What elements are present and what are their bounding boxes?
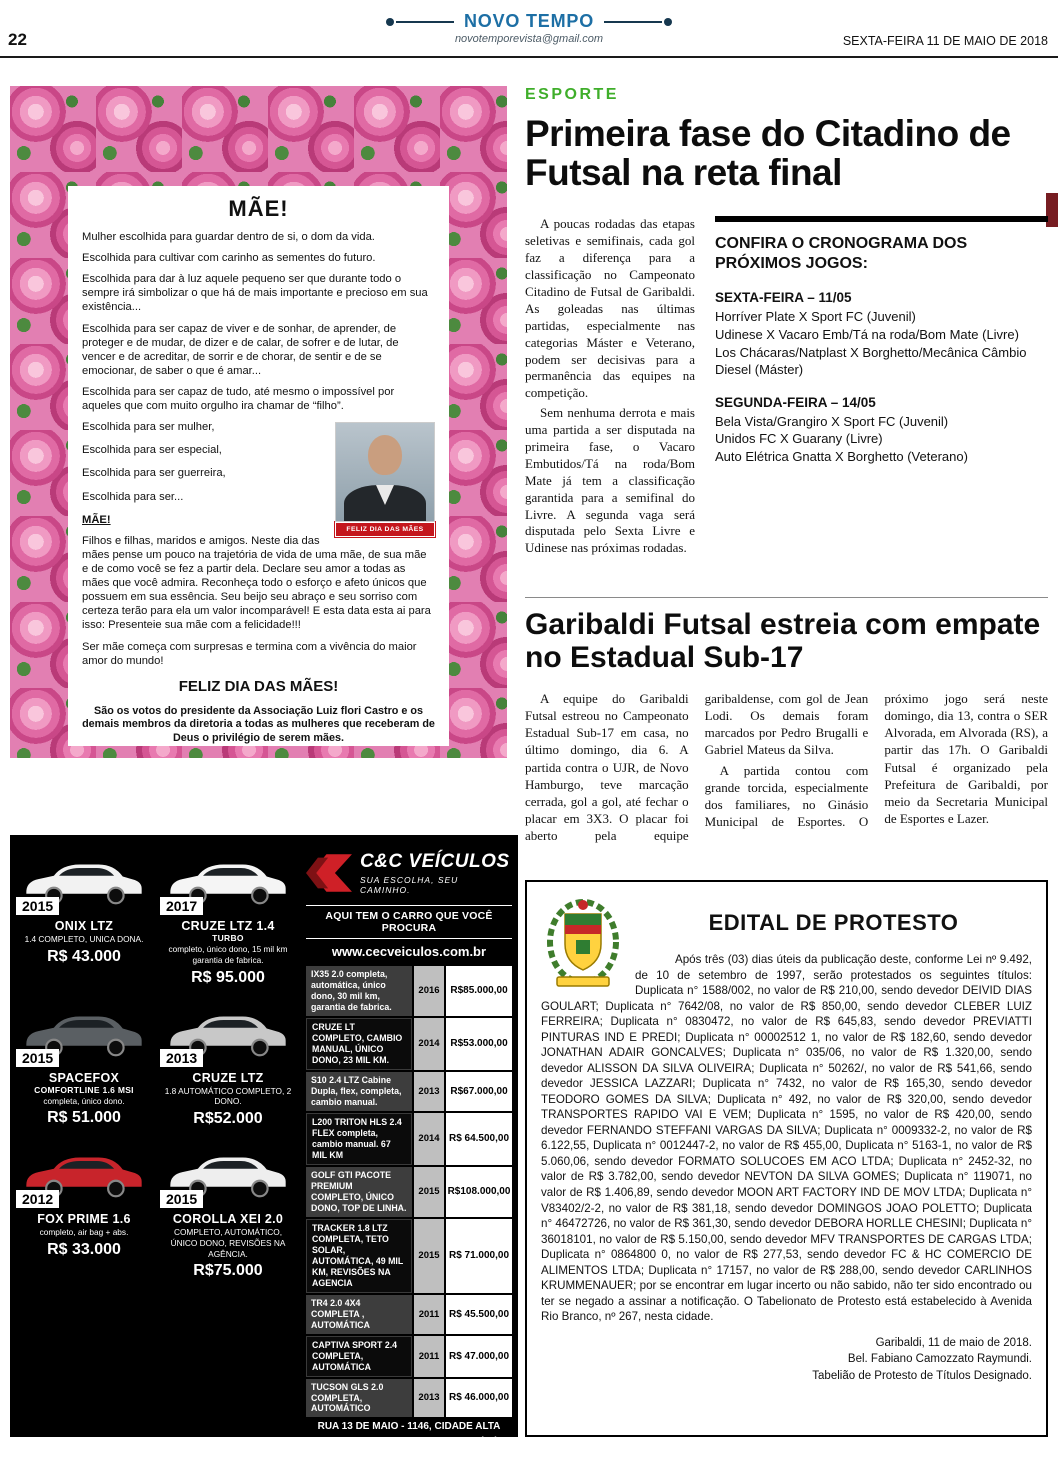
masthead <box>0 11 1058 32</box>
ad-paragraph: Mulher escolhida para guardar dentro de si, o dom da vida. <box>82 231 375 243</box>
dealer-website: www.cecveiculos.com.br <box>331 944 487 959</box>
schedule-game: Los Chácaras/Natplast X Borghetto/Mecânica Câmbio Diesel (Máster) <box>715 344 1027 378</box>
car-model: FOX PRIME 1.6 <box>37 1212 131 1227</box>
car-year: 2017 <box>160 897 203 915</box>
car-description: completa, único dono. <box>43 1095 125 1106</box>
article2-paragraph: A partida contou com grande torcida, especialmente dos familiares, no Ginásio Municipal de Esportes. O próximo jogo será neste domingo, dia 13, contra o SER Alvorada, em Alvorada (RS), a partir das 17h. O Garibaldi Futsal é organizado pela Prefeitura de Garibaldi, por meio da Secretaria Municipal de Esportes e Lazer. <box>704 691 1048 830</box>
photo-banner: FELIZ DIA DAS MÃES <box>335 522 435 537</box>
schedule-day-label: SEGUNDA-FEIRA – 14/05 <box>715 394 876 410</box>
article1-paragraph: Sem nenhuma derrota e mais uma partida a ser disputada na primeira fase, o Vacaro Embutidos/Tá na roda/Bom Mate já tem a classificação garantida para a semifinal do Livre. A segunda vaga será disputada pelo Sexta Livre e Udinese nas próximas rodadas. <box>525 405 695 556</box>
listing-price: R$ 64.500,00 <box>446 1113 512 1165</box>
listing-price: R$85.000,00 <box>446 966 512 1016</box>
car-model: ONIX LTZ <box>54 919 114 933</box>
brand-tagline: SUA ESCOLHA, SEU CAMINHO. <box>359 875 459 895</box>
schedule-game: Horríver Plate X Sport FC (Juvenil) <box>715 309 916 325</box>
masthead-ornament-left <box>396 21 454 23</box>
ad-mae-label: MÃE! <box>82 513 111 526</box>
cc-veiculos-logo <box>306 851 512 895</box>
car-trim: COMFORTLINE 1.6 MSI <box>34 1084 134 1095</box>
page-number: 22 <box>8 30 27 49</box>
listing-description: TR4 2.0 4X4 COMPLETA , AUTOMÁTICA <box>306 1295 412 1334</box>
listing-description: L200 TRITON HLS 2.4 FLEX completa, cambio manual. 67 MIL KM <box>306 1113 412 1165</box>
vehicle-listing-row <box>306 1379 512 1418</box>
car-photo <box>160 1142 296 1208</box>
ad-paragraph: Ser mãe começa com surpresas e termina com a vivência do maior amor do mundo! <box>82 640 417 667</box>
edital-de-protesto <box>525 880 1048 1437</box>
car-card <box>160 841 296 987</box>
schedule-heading: CONFIRA O CRONOGRAMA DOS PRÓXIMOS JOGOS: <box>715 235 968 273</box>
edital-title: EDITAL DE PROTESTO <box>708 910 959 935</box>
listing-price: R$108.000,00 <box>446 1167 512 1217</box>
car-photo <box>160 1001 296 1066</box>
brand-name: C&C VEÍCULOS <box>359 851 510 872</box>
car-year: 2015 <box>160 1190 203 1208</box>
vehicle-listing-row <box>306 1018 512 1070</box>
car-description: COMPLETO, AUTOMÁTICO, ÚNICO DONO, REVISÕES NA AGÊNCIA. <box>170 1227 286 1259</box>
vehicle-listing-row <box>306 1072 512 1111</box>
article2 <box>525 597 1048 844</box>
article1-headline: Primeira fase do Citadino de Futsal na reta final <box>525 113 1011 194</box>
car-card <box>160 993 296 1129</box>
car-photo <box>16 1142 152 1208</box>
article1-body <box>525 216 695 560</box>
car-year: 2012 <box>16 1190 59 1208</box>
listing-year: 2015 <box>414 1219 444 1293</box>
ad-paragraph: Escolhida para dar à luz aquele pequeno ser que durante todo o sempre irá simbolizar o que há de mais importante e precioso em sua existência... <box>82 273 428 314</box>
signature-city-date: Garibaldi, 11 de maio de 2018. <box>875 1336 1032 1349</box>
ad-greeting: FELIZ DIA DAS MÃES! <box>178 677 339 695</box>
vehicle-listing-row <box>306 1295 512 1334</box>
signature-role: Tabelião de Protesto de Títulos Designado. <box>812 1370 1032 1383</box>
edital-signature <box>541 1335 1032 1385</box>
president-portrait <box>335 422 435 537</box>
masthead-email: novotemporevista@gmail.com <box>454 33 604 45</box>
dealer-address: RUA 13 DE MAIO - 1146, CIDADE ALTA <box>317 1421 501 1433</box>
car-year: 2015 <box>16 897 59 915</box>
listing-year: 2011 <box>414 1336 444 1377</box>
car-price: R$ 43.000 <box>47 947 121 965</box>
car-dealership-ad <box>10 835 518 1478</box>
ad-paragraph: Escolhida para ser capaz de tudo, até mesmo o impossível por aqueles que com muito orgulho ira chamar de “filho”. <box>82 385 395 413</box>
listing-year: 2011 <box>414 1295 444 1334</box>
masthead-ornament-right <box>604 21 662 23</box>
car-model: CRUZE LTZ <box>192 1070 264 1085</box>
ad-line: Escolhida para ser especial, <box>82 444 222 457</box>
listing-year: 2015 <box>414 1167 444 1217</box>
vehicle-listing-row <box>306 966 512 1016</box>
esporte-section <box>525 86 1048 560</box>
ad-line: Escolhida para ser guerreira, <box>82 467 226 480</box>
listing-price: R$67.000,00 <box>446 1072 512 1111</box>
page-header <box>0 0 1058 58</box>
car-description: completo, air bag + abs. <box>39 1227 129 1238</box>
article2-paragraph: A equipe do Garibaldi Futsal estreou no Campeonato Estadual Sub-17 em casa, no último domingo, dia 6. A partida contra o UJR, de Novo Hamburgo, teve marcação cerrada, gol a gol, até fechar o placar em 3X3. O placar foi aberto pela equipe garibaldense, com gol de Jean Lodi. Os demais foram marcados por Pedro Brugalli e Gabriel Mateus da Silva. <box>525 691 869 844</box>
listing-description: S10 2.4 LTZ Cabine Dupla, flex, completa, cambio manual. <box>306 1072 412 1111</box>
article2-body <box>525 690 1048 844</box>
schedule-box <box>715 216 1048 560</box>
schedule-day-label: SEXTA-FEIRA – 11/05 <box>715 290 852 306</box>
vehicle-listing-row <box>306 1219 512 1293</box>
car-price: R$ 95.000 <box>191 968 265 986</box>
car-description: 1.4 COMPLETO, UNICA DONA. <box>24 934 144 944</box>
car-model: SPACEFOX <box>48 1070 120 1085</box>
ad-line: Escolhida para ser... <box>82 490 184 503</box>
masthead-title: NOVO TEMPO <box>463 11 594 31</box>
listing-year: 2014 <box>414 1113 444 1165</box>
car-price: R$75.000 <box>193 1262 263 1280</box>
listing-description: TUCSON GLS 2.0 COMPLETA, AUTOMÁTICO <box>306 1379 412 1418</box>
car-description: 1.8 AUTOMÁTICO COMPLETO, 2 DONO. <box>164 1085 292 1107</box>
schedule-game: Bela Vista/Grangiro X Sport FC (Juvenil) <box>715 413 949 429</box>
car-price: R$ 51.000 <box>47 1109 121 1127</box>
listing-year: 2013 <box>414 1379 444 1418</box>
cc-logo-text <box>360 851 512 895</box>
car-price: R$ 33.000 <box>47 1240 121 1258</box>
car-year: 2013 <box>160 1049 203 1067</box>
promo-line: AQUI TEM O CARRO QUE VOCÊ PROCURA <box>306 905 512 939</box>
car-cards <box>16 841 296 1431</box>
dealer-phone: BENTO GONÇALVES-RS - FONE: (54) 3055.2737 | 991178448 <box>320 1436 498 1463</box>
vehicle-listing-row <box>306 1336 512 1377</box>
listing-price: R$ 47.000,00 <box>446 1336 512 1377</box>
signature-name: Bel. Fabiano Camozzato Raymundi. <box>847 1353 1032 1366</box>
listing-year: 2016 <box>414 966 444 1016</box>
listing-price: R$ 45.500,00 <box>446 1295 512 1334</box>
listing-year: 2014 <box>414 1018 444 1070</box>
mothers-day-ad <box>10 86 507 758</box>
vehicle-listing-row <box>306 1167 512 1217</box>
mothers-day-ad-content <box>68 186 449 746</box>
listing-price: R$53.000,00 <box>446 1018 512 1070</box>
edition-date: SEXTA-FEIRA 11 DE MAIO DE 2018 <box>842 34 1048 48</box>
car-card <box>16 1134 152 1280</box>
vehicle-listing-row <box>306 1113 512 1165</box>
schedule-game: Unidos FC X Guarany (Livre) <box>715 431 883 447</box>
listing-description: CRUZE LT COMPLETO, CAMBIO MANUAL, ÚNICO DONO, 23 MIL KM. <box>306 1018 412 1070</box>
ad-paragraph: Escolhida para ser capaz de viver e de sonhar, de aprender, de proteger e de mudar, de dizer e de calar, de sofrer e de lutar, de vencer e de acreditar, de sorrir e de chorar, de sentir e de se emocionar, de saber o que é amar... <box>82 322 399 377</box>
listing-price: R$ 46.000,00 <box>446 1379 512 1418</box>
dealer-contact <box>306 1419 512 1483</box>
article1-paragraph: A poucas rodadas das etapas seletivas e semifinais, cada gol faz a diferença para a classificação no Campeonato Citadino de Futsal de Garibaldi. As goleadas nas últimas partidas, especialmente nas categorias Máster e Veterano, podem ser decisivas para a permanência das equipes na competição. <box>525 216 695 401</box>
ad-title: MÃE! <box>228 196 289 221</box>
car-description: completo, único dono, 15 mil km garantia de fabrica. <box>168 944 288 965</box>
listing-price: R$ 71.000,00 <box>446 1219 512 1293</box>
car-model: CRUZE LTZ 1.4 <box>181 919 275 933</box>
cc-logo-icon <box>306 853 352 893</box>
car-model: COROLLA XEI 2.0 <box>172 1212 284 1227</box>
schedule-game: Udinese X Vacaro Emb/Tá na roda/Bom Mate (Livre) <box>715 326 1019 342</box>
dealer-info-column <box>306 841 512 1478</box>
car-photo <box>160 849 296 914</box>
ad-paragraph: Escolhida para cultivar com carinho as sementes do futuro. <box>82 252 376 265</box>
car-year: 2015 <box>16 1049 59 1067</box>
car-card <box>160 1134 296 1280</box>
portrait-torso <box>344 485 426 522</box>
edital-body: Após três (03) dias úteis da publicação deste, conforme Lei nº 9.492, de 10 de setembro de 1997, serão protestados os seguintes títulos: Duplicata n° 1588/002, no valor de R$ 210,00, sendo devedor DEIVID DIAS GOULART; Duplicata n° 7642/08, no valor de R$ 850,00, sendo devedor CLEBER LUIZ FERREIRA; Duplicata n° 0830472, no valor de R$ 645,83, sendo devedor PREVIATTI PINTURAS IND E PREDI; Duplicata n° 00002512 1, no valor de R$ 182,60, sendo devedor JONATHAN ADAIR GONCALVES; Duplicata n° 035/06, no valor de R$ 1.320,00, sendo devedor ALISSON DA SILVA OLIVEIRA; Duplicata n° 50262/, no valor de R$ 541,66, sendo devedor JESSICA LAZZARI; Duplicata n° 7432, no valor de R$ 165,30, sendo devedor TEODORO GOMES DA SILVA; Duplicata n° 492, no valor de R$ 320,00, sendo devedor TRANSPORTES RAPIDO VAI E VEM; Duplicata n° 1595, no valor de R$ 420,00, sendo devedor FERNANDO STEFFANI VARGAS DA SILVA; Duplicata n° 0009332-2, no valor de R$ 6.122,55, Duplicata n° 0012447-2, no valor de R$ 455,00, Duplicata n° 5163-1, no valor de R$ 5.060,06, sendo devedor FORMATO SOLUCOES EM ACO LTDA; Duplicata n° 2452-32, no valor de R$ 3.782,00, sendo devedor NEVTON DA SILVA GOMES; Duplicata n° 119071, no valor de R$ 1.406,89, sendo devedor MOON ART FACTORY IND DE MOV LTDA; Duplicata n° V83402/2-2, no valor de R$ 381,18, sendo devedor DOMINGOS JOAO POLETTO; Duplicata n° 46472726, no valor de R$ 361,30, sendo devedor DEBORA HORLLE CHESINI; Duplicata n° 36018101, no valor de R$ 5.150,00, sendo devedor MFV TRANSPORTES DE CARGAS LTDA; Duplicata n° 0864800 0, no valor de R$ 277,53, sendo devedor FC & HC COMERCIO DE ALIMENTOS LTDA; Duplicata n° 17157, no valor de R$ 288,00, sendo devedor CARLINHOS KRUMMENAUER; por se encontrar em lugar incerto ou não sabido, não ter sido encontrado ou ter se negado a assinar a notificação. O Tabelionato de Protesto está estabelecido à Avenida Rio Branco, nº 267, nesta cidade. <box>541 953 1032 1324</box>
article2-headline: Garibaldi Futsal estreia com empate no Estadual Sub-17 <box>525 608 1041 674</box>
listing-description: GOLF GTI PACOTE PREMIUM COMPLETO, ÚNICO DONO, TOP DE LINHA. <box>306 1167 412 1217</box>
schedule-day <box>715 395 1048 466</box>
listing-description: CAPTIVA SPORT 2.4 COMPLETA, AUTOMÁTICA <box>306 1336 412 1377</box>
car-photo <box>16 1001 152 1066</box>
portrait-head <box>368 435 402 475</box>
car-card <box>16 993 152 1129</box>
car-trim: TURBO <box>212 933 244 943</box>
vehicle-listings <box>306 966 512 1419</box>
car-photo <box>16 849 152 914</box>
listing-description: TRACKER 1.8 LTZ COMPLETA, TETO SOLAR, AUTOMÁTICA, 49 MIL KM, REVISÕES NA AGENCIA <box>306 1219 412 1293</box>
car-price: R$52.000 <box>193 1110 263 1128</box>
schedule-game: Auto Elétrica Gnatta X Borghetto (Veterano) <box>715 448 968 464</box>
car-card <box>16 841 152 987</box>
ad-paragraph: Filhos e filhas, maridos e amigos. Neste dia das mães pense um pouco na trajetória de vida de uma mãe, de sua mãe e de como você se fez a partir dela. Declare seu amor a todas as mães que você admira. Reconheça todo o esforço e afeto únicos que possuem em sua essência. Seu beijo seu abraço e seu sorriso com certeza terão para ela um valor incomparável! E esta data esta ai para isso: Presenteie sua mãe com a felicidade!!! <box>82 534 431 632</box>
listing-year: 2013 <box>414 1072 444 1111</box>
section-label: ESPORTE <box>525 86 619 103</box>
portrait-photo <box>335 422 435 522</box>
listing-description: IX35 2.0 completa, automática, único dono, 30 mil km, garantia de fabrica. <box>306 966 412 1016</box>
dealer-email: cecveiculos@hotmail.com <box>351 1466 467 1478</box>
schedule-day <box>715 290 1048 378</box>
rs-coat-of-arms-icon <box>543 894 623 990</box>
ad-footer-note: São os votos do presidente da Associação Luiz flori Castro e os demais membros da diretoria a todas as mulheres que receberam de Deus o privilégio de serem mães. <box>82 704 435 744</box>
ad-line: Escolhida para ser mulher, <box>82 421 215 434</box>
